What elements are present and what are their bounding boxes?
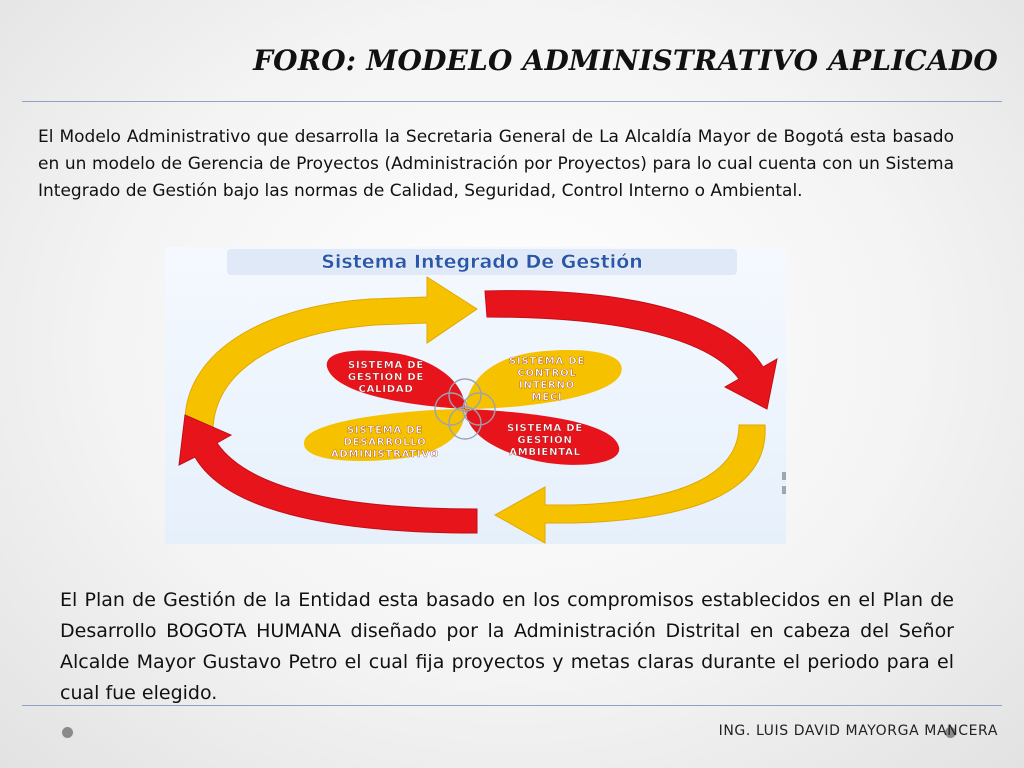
label-admin-3: ADMINISTRATIVO bbox=[330, 449, 440, 460]
intro-paragraph: El Modelo Administrativo que desarrolla la Secretaria General de La Alcaldía Mayor de Bogotá esta basado en un modelo de Gerencia de Proyectos (Administración por Proyectos) para lo cual cuenta con un Sistema Integrado de Gestión bajo las normas de Calidad, Seguridad, Control Interno o Ambiental. bbox=[38, 127, 954, 201]
label-quality-2: GESTIÓN DE bbox=[347, 372, 425, 383]
label-meci-2: CONTROL bbox=[517, 368, 577, 379]
label-meci-3: INTERNO bbox=[519, 380, 575, 391]
title-divider bbox=[22, 101, 1002, 102]
footer-divider bbox=[22, 705, 1002, 706]
author-footer: ING. LUIS DAVID MAYORGA MANCERA bbox=[718, 723, 998, 739]
label-env-3: AMBIENTAL bbox=[509, 447, 581, 458]
plan-paragraph: El Plan de Gestión de la Entidad esta basado en los compromisos establecidos en el Plan de Desarrollo BOGOTA HUMANA diseñado por la Administración Distrital en cabeza del Señor Alcalde Mayor Gustavo Petro el cual fija proyectos y metas claras durante el periodo para el cual fue elegido. bbox=[60, 589, 954, 704]
label-admin-1: SISTEMA DE bbox=[346, 425, 424, 436]
label-meci-1: SISTEMA DE bbox=[508, 356, 586, 367]
label-env-1: SISTEMA DE bbox=[506, 423, 584, 434]
slide-title: FORO: MODELO ADMINISTRATIVO APLICADO bbox=[253, 44, 998, 77]
label-env-2: GESTIÓN bbox=[517, 435, 573, 446]
label-quality-3: CALIDAD bbox=[358, 384, 414, 395]
integrated-management-diagram bbox=[165, 247, 786, 544]
diagram-heading: Sistema Integrado De Gestión bbox=[321, 251, 643, 273]
label-quality-1: SISTEMA DE bbox=[347, 360, 425, 371]
label-admin-2: DESARROLLO bbox=[343, 437, 427, 448]
bullet-dot-left bbox=[62, 727, 73, 738]
label-meci-4: MECI bbox=[531, 392, 563, 403]
